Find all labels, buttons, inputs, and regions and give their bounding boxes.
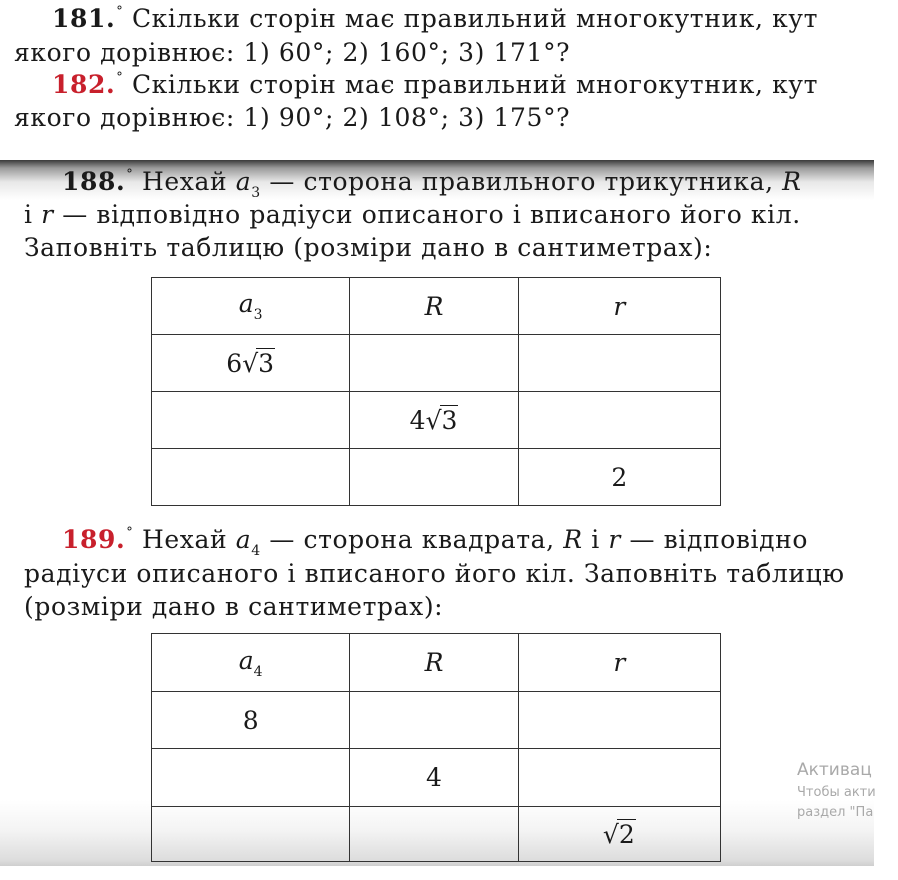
table-cell [152, 807, 350, 862]
radical-sign: √ [242, 348, 259, 378]
variable-R: R [563, 525, 583, 554]
problem-181-text-1: Скільки сторін має правильний многокутник, кут [131, 4, 819, 33]
problem-189-text: — сторона квадрата, [269, 525, 555, 554]
problem-188-text: — сторона правильного трикутника, [269, 167, 774, 196]
variable-r: r [608, 525, 621, 554]
table-header-row [152, 278, 721, 335]
table-cell [350, 692, 518, 749]
problem-188-line-1 [62, 167, 802, 201]
variable-r: r [41, 200, 54, 229]
table-cell [350, 449, 518, 506]
activation-watermark-title: Активац [797, 760, 872, 780]
subscript: 3 [253, 307, 263, 323]
subscript: 3 [251, 185, 261, 201]
table-cell [350, 807, 518, 862]
table-cell: 8 [152, 692, 350, 749]
problem-181-number: 181. [52, 4, 116, 33]
degree-mark: ° [126, 525, 134, 540]
header-cell-r [518, 278, 720, 335]
header-r: r [613, 291, 626, 321]
table-row [152, 335, 721, 392]
table-cell [518, 749, 720, 807]
table-cell [350, 392, 518, 449]
activation-watermark-line-2: Чтобы акти [797, 785, 876, 800]
degree-mark: ° [126, 167, 134, 182]
activation-watermark-line-3: раздел "Па [797, 805, 874, 820]
header-cell-R [350, 634, 518, 692]
table-row [152, 692, 721, 749]
header-cell-a3 [152, 278, 350, 335]
problem-182-line-1 [52, 70, 818, 99]
problem-188-text: — відповідно радіуси описаного і вписаного його кіл. [62, 200, 801, 229]
header-R: R [424, 291, 444, 321]
page-right-edge [874, 160, 898, 880]
problem-188-line-2 [24, 200, 801, 229]
variable-a: a [235, 525, 252, 554]
variable-a: a [235, 167, 252, 196]
problem-189-text: Нехай [141, 525, 228, 554]
subscript: 4 [253, 663, 263, 680]
square-root [242, 349, 275, 378]
radicand: 2 [618, 819, 635, 849]
table-row [152, 807, 721, 862]
header-r: r [613, 648, 626, 677]
problem-189-text: — відповідно [629, 525, 809, 554]
header-cell-r [518, 634, 720, 692]
problem-189-line-3: (розміри дано в сантиметрах): [24, 592, 444, 621]
problem-188-table [151, 277, 721, 506]
table-cell [518, 807, 720, 862]
radicand: 3 [441, 405, 458, 435]
problem-189-line-1 [62, 525, 808, 559]
coefficient: 4 [409, 405, 426, 435]
subscript: 4 [251, 543, 261, 559]
table-cell: 2 [518, 449, 720, 506]
table-header-row [152, 634, 721, 692]
table-cell [518, 392, 720, 449]
problem-182-number: 182. [52, 70, 116, 99]
problem-188-text: Нехай [141, 167, 228, 196]
problem-189-line-2: радіуси описаного і вписаного його кіл. Заповніть таблицю [24, 559, 845, 588]
square-root [603, 820, 636, 849]
table-cell [152, 392, 350, 449]
problem-188-text: і [24, 200, 33, 229]
table-cell [152, 749, 350, 807]
table-row [152, 449, 721, 506]
degree-mark: ° [116, 4, 124, 19]
variable-R: R [782, 167, 802, 196]
square-root [426, 406, 459, 435]
radicand: 3 [258, 348, 275, 378]
table-cell [152, 335, 350, 392]
problem-182-line-2: якого дорівнює: 1) 90°; 2) 108°; 3) 175°? [14, 103, 571, 132]
table-row [152, 392, 721, 449]
radical-sign: √ [602, 819, 619, 849]
header-R: R [424, 648, 444, 677]
header-cell-R [350, 278, 518, 335]
problem-188-number: 188. [62, 167, 126, 196]
problem-189-table [151, 633, 721, 862]
table-cell [518, 692, 720, 749]
table-cell: 4 [350, 749, 518, 807]
coefficient: 6 [226, 348, 243, 378]
header-a: a [238, 645, 254, 675]
radical-sign: √ [425, 405, 442, 435]
problem-189-number: 189. [62, 525, 126, 554]
header-cell-a4 [152, 634, 350, 692]
table-row [152, 749, 721, 807]
degree-mark: ° [116, 70, 124, 85]
table-cell [152, 449, 350, 506]
problem-181-line-1 [52, 4, 818, 33]
problem-189-text: і [591, 525, 600, 554]
problem-188-line-3: Заповніть таблицю (розміри дано в сантиметрах): [24, 233, 713, 262]
table-cell [518, 335, 720, 392]
header-a: a [238, 289, 254, 318]
problem-182-text-1: Скільки сторін має правильний многокутник, кут [131, 70, 819, 99]
problem-181-line-2: якого дорівнює: 1) 60°; 2) 160°; 3) 171°? [14, 38, 571, 67]
table-cell [350, 335, 518, 392]
